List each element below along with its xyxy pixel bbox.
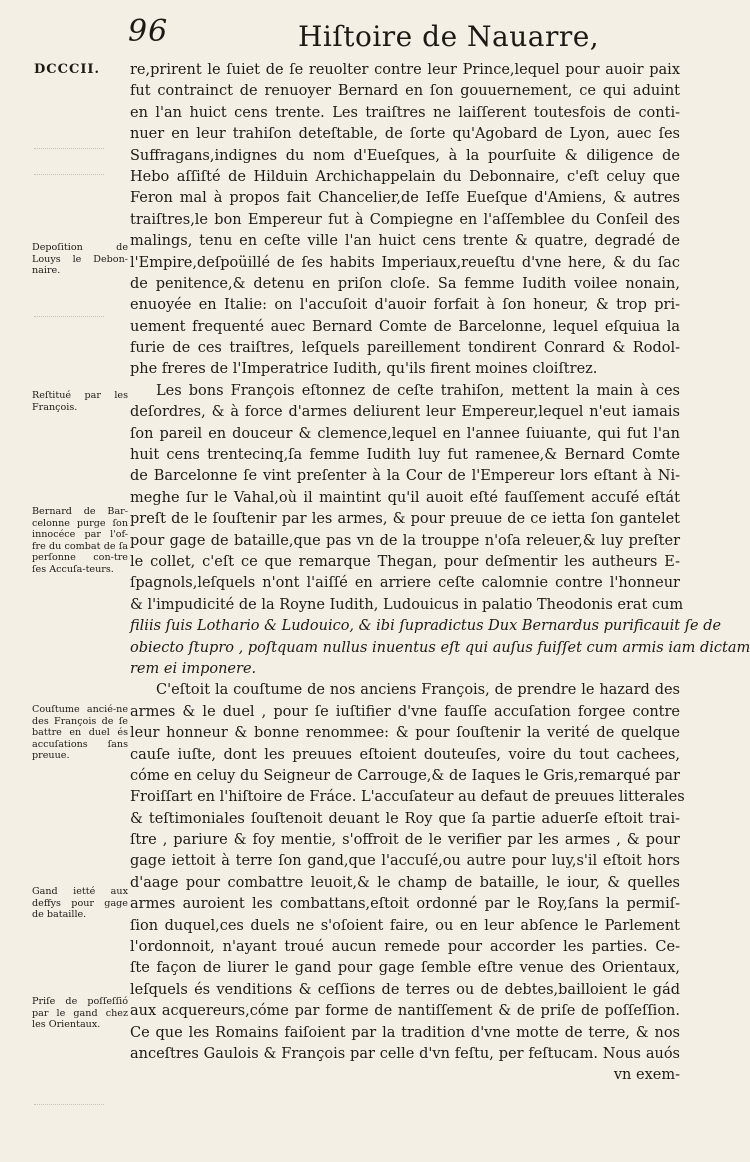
margin-note: Reſtitué par les François. <box>32 390 128 413</box>
running-title: Hiſtoire de Nauarre, <box>298 20 600 53</box>
text-line: ſtre , pariure & foy mentie, s'offroit de le verifier par les armes , & pour <box>130 832 680 849</box>
margin-note: Bernard de Bar-celonne purge ſon innocéce par l'of-fre du combat de ſa perſonne con-tre ſes Accuſa-teurs. <box>32 506 128 575</box>
text-line: cóme en celuy du Seigneur de Carrouge,& de Iaques le Gris,remarqué par <box>130 767 680 784</box>
text-line: de penitence,& detenu en priſon cloſe. Sa femme Iudith voilee nonain, <box>130 275 680 292</box>
text-line: & teſtimoniales ſouſtenoit deuant le Roy que ſa partie aduerſe eſtoit trai- <box>130 810 680 827</box>
latin-quote-line: filiis ſuis Lothario & Ludouico, & ibi ſupradictus Dux Bernardus purificauit ſe de <box>130 618 722 635</box>
text-line: leur honneur & bonne renommee: & pour ſouſtenir la verité de quelque <box>130 725 680 742</box>
body-text <box>130 60 750 1087</box>
text-line: gage iettoit à terre ſon gand,que l'accuſé,ou autre pour luy,s'il eſtoit hors <box>130 853 680 870</box>
text-line: en l'an huict cens trente. Les traiſtres ne laiſſerent toutesfois de conti- <box>130 104 680 121</box>
text-line: ſon pareil en douceur & clemence,lequel en l'annee ſuiuante, qui fut l'an <box>130 425 680 442</box>
text-line: ſte façon de liurer le gand pour gage ſemble eſtre venue des Orientaux, <box>130 960 680 977</box>
text-line: aux acquereurs,cóme par forme de nantiſſement & de priſe de poſſeſſion. <box>130 1003 680 1020</box>
bleed-through-mark <box>34 148 104 159</box>
text-line: Hebo aſſiſté de Hilduin Archichappelain du Debonnaire, c'eſt celuy que <box>130 168 680 185</box>
margin-note: Couſtume ancié-ne des François de ſe battre en duel és accuſations ſans preuue. <box>32 704 128 762</box>
margin-note: Priſe de poſſeſſió par le gand chez les Orientaux. <box>32 996 128 1031</box>
text-line: pour gage de bataille,que pas vn de la trouppe n'oſa releuer,& luy preſter <box>130 532 680 549</box>
text-line: nuer en leur trahiſon deteſtable, de ſorte qu'Agobard de Lyon, auec ſes <box>130 126 680 143</box>
text-line: traiſtres,le bon Empereur fut à Compiegne en l'aſſemblee du Conſeil des <box>130 211 680 228</box>
text-line: anceſtres Gaulois & François par celle d'vn feſtu, per feſtucam. Nous auós <box>130 1045 680 1062</box>
text-line: deſordres, & à force d'armes deliurent leur Empereur,lequel n'eut iamais <box>130 404 680 421</box>
text-line: leſquels és venditions & ceſſions de terres ou de debtes,bailloient le gád <box>130 981 680 998</box>
year-marker: DCCCII. <box>34 62 101 77</box>
text-line: preſt de le ſouſtenir par les armes, & pour preuue de ce ietta ſon gantelet <box>130 511 680 528</box>
bleed-through-mark <box>34 316 104 327</box>
text-line: ſion duquel,ces duels ne s'oſoient faire, ou en leur abſence le Parlement <box>130 917 680 934</box>
paragraph-start-line: C'eſtoit la couſtume de nos anciens François, de prendre le hazard des <box>156 682 680 699</box>
text-line: l'ordonnoit, n'ayant troué aucun remede pour accorder les parties. Ce- <box>130 939 680 956</box>
text-line: re,prirent le ſuiet de ſe reuolter contre leur Prince,lequel pour auoir paix <box>130 62 680 78</box>
page-number: 96 <box>128 14 169 49</box>
bleed-through-mark <box>34 174 104 185</box>
text-line: Feron mal à propos fait Chancelier,de Ieſſe Eueſque d'Amiens, & autres <box>130 190 680 207</box>
text-line: Ce que les Romains faiſoient par la tradition d'vne motte de terre, & nos <box>130 1024 680 1041</box>
text-line: furie de ces traiſtres, leſquels pareillement tondirent Conrard & Rodol- <box>130 340 680 357</box>
text-line: armes & le duel , pour ſe iuſtifier d'vne fauſſe accuſation forgee contre <box>130 703 680 720</box>
text-line: uement frequenté auec Bernard Comte de Barcelonne, lequel eſquiua la <box>130 318 680 335</box>
margin-note: Depoſition de Louys le Debon-naire. <box>32 242 128 277</box>
text-line: phe freres de l'Imperatrice Iudith, qu'ils firent moines cloiſtrez. <box>130 361 598 378</box>
paragraph-start-line: Les bons François eſtonnez de ceſte trahiſon, mettent la main à ces <box>156 382 680 399</box>
text-line: armes auroient les combattans,eſtoit ordonné par le Roy,ſans la permiſ- <box>130 896 680 913</box>
latin-quote-line: rem ei imponere. <box>130 660 257 677</box>
margin-note: Gand ietté aux deffys pour gage de bataille. <box>32 886 128 921</box>
text-line: Froiſſart en l'hiſtoire de Fráce. L'accuſateur au defaut de preuues litterales <box>130 789 685 806</box>
text-line: ſpagnols,leſquels n'ont l'aiſſé en arriere ceſte calomnie contre l'honneur <box>130 575 680 592</box>
catchword: vn exem- <box>613 1067 680 1084</box>
text-line: & l'impudicité de la Royne Iudith, Ludouicus in palatio Theodonis erat cum <box>130 596 684 613</box>
text-line: l'Empire,deſpoüillé de ſes habits Imperiaux,reueſtu d'vne here, & du ſac <box>130 254 680 271</box>
text-line: de Barcelonne ſe vint preſenter à la Cour de l'Empereur lors eſtant à Ni- <box>130 468 680 485</box>
text-line: fut contrainct de renuoyer Bernard en ſon gouuernement, ce qui aduint <box>130 83 680 100</box>
text-line: le collet, c'eſt ce que remarque Thegan, pour deſmentir les autheurs E- <box>130 553 680 570</box>
latin-quote-line: obiecto ſtupro , poſtquam nullus inuentus eſt qui auſus fuiſſet cum armis iam dictam <box>130 639 750 656</box>
text-line: enuoyée en Italie: on l'accuſoit d'auoir forfait à ſon honeur, & trop pri- <box>130 297 680 314</box>
text-line: malings, tenu en ceſte ville l'an huict cens trente & quatre, degradé de <box>130 233 680 250</box>
text-line: cauſe iuſte, dont les preuues eſtoient douteuſes, voire du tout cachees, <box>130 746 680 763</box>
bleed-through-mark <box>34 1104 104 1115</box>
text-line: Suffragans,indignes du nom d'Eueſques, à la pourſuite & diligence de <box>130 147 680 164</box>
text-line: d'aage pour combattre leuoit,& le champ de bataille, le iour, & quelles <box>130 874 680 891</box>
text-line: meghe ſur le Vahal,où il maintint qu'il auoit eſté fauſſement accuſé eſtát <box>130 489 680 506</box>
text-line: huit cens trentecinq,ſa femme Iudith luy fut ramenee,& Bernard Comte <box>130 447 680 464</box>
